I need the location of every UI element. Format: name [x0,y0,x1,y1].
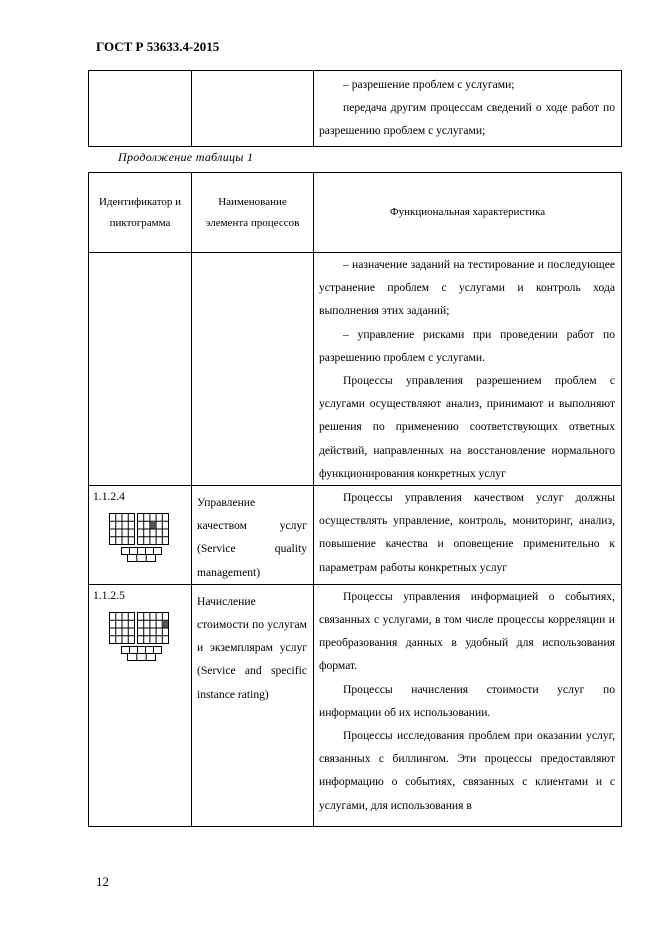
table-row [89,486,622,585]
table-row [89,253,622,486]
process-grid-pictogram-icon [109,612,173,664]
description-cell [314,253,622,486]
paragraph: – управление рисками при проведении работ по разрешению проблем с услугами. [319,327,615,364]
paragraph: Процессы управления информацией о событиях, связанных с услугами, в том числе процессы корреляции и преобразования данных в удобный для использования формат. [319,589,615,673]
paragraph: передача другим процессам сведений о ходе работ по разрешению проблем с услугами; [319,101,615,138]
identifier-cell [89,486,192,585]
top-table-fragment [88,70,622,147]
continuation-caption: Продолжение таблицы 1 [118,150,254,164]
paragraph: – разрешение проблем с услугами; [343,78,515,91]
table-header-row [89,173,622,253]
page-number: 12 [96,874,109,889]
description-cell [314,584,622,826]
process-grid-pictogram-icon [109,513,173,565]
process-table [88,172,622,827]
empty-name-cell [192,71,314,147]
name-cell [192,486,314,585]
standard-designation: ГОСТ Р 53633.4-2015 [96,39,220,54]
process-identifier: 1.1.2.4 [93,490,125,504]
paragraph: Процессы исследования проблем при оказании услуг, связанных с биллингом. Эти процессы предоставляют информацию о событиях, связанных с клиентами и с услугами, для использования в [319,729,615,812]
name-cell [192,253,314,486]
paragraph: Процессы начисления стоимости услуг по информации об их использовании. [319,682,615,719]
description-cell [314,486,622,585]
paragraph: Процессы управления качеством услуг должны осуществлять управление, контроль, мониторинг, анализ, повышение качества и оповещение применительно к параметрам работы конкретных услуг [319,491,615,574]
name-cell [192,584,314,826]
process-name: Управление качеством услуг (Service quality management) [197,496,307,579]
header-name: Наименование элемента процессов [192,173,314,253]
description-cell [314,71,622,147]
process-identifier: 1.1.2.5 [93,588,125,602]
table-row [89,71,622,147]
empty-id-cell [89,71,192,147]
table-row [89,584,622,826]
header-characteristic: Функциональная характеристика [314,173,622,253]
paragraph: Процессы управления разрешением проблем с услугами осуществляют анализ, принимают и выполняют решения по применению соответствующих ответных действий, направленных на восстановление нормального функционирования конкретных услуг [319,374,615,480]
header-identifier: Идентификатор и пиктограмма [89,173,192,253]
paragraph: – назначение заданий на тестирование и последующее устранение проблем с услугами и контроль хода выполнения этих заданий; [319,258,615,318]
identifier-cell [89,584,192,826]
identifier-cell [89,253,192,486]
process-name: Начисление стоимости по услугам и экземплярам услуг (Service and specific instance rating) [197,594,307,701]
